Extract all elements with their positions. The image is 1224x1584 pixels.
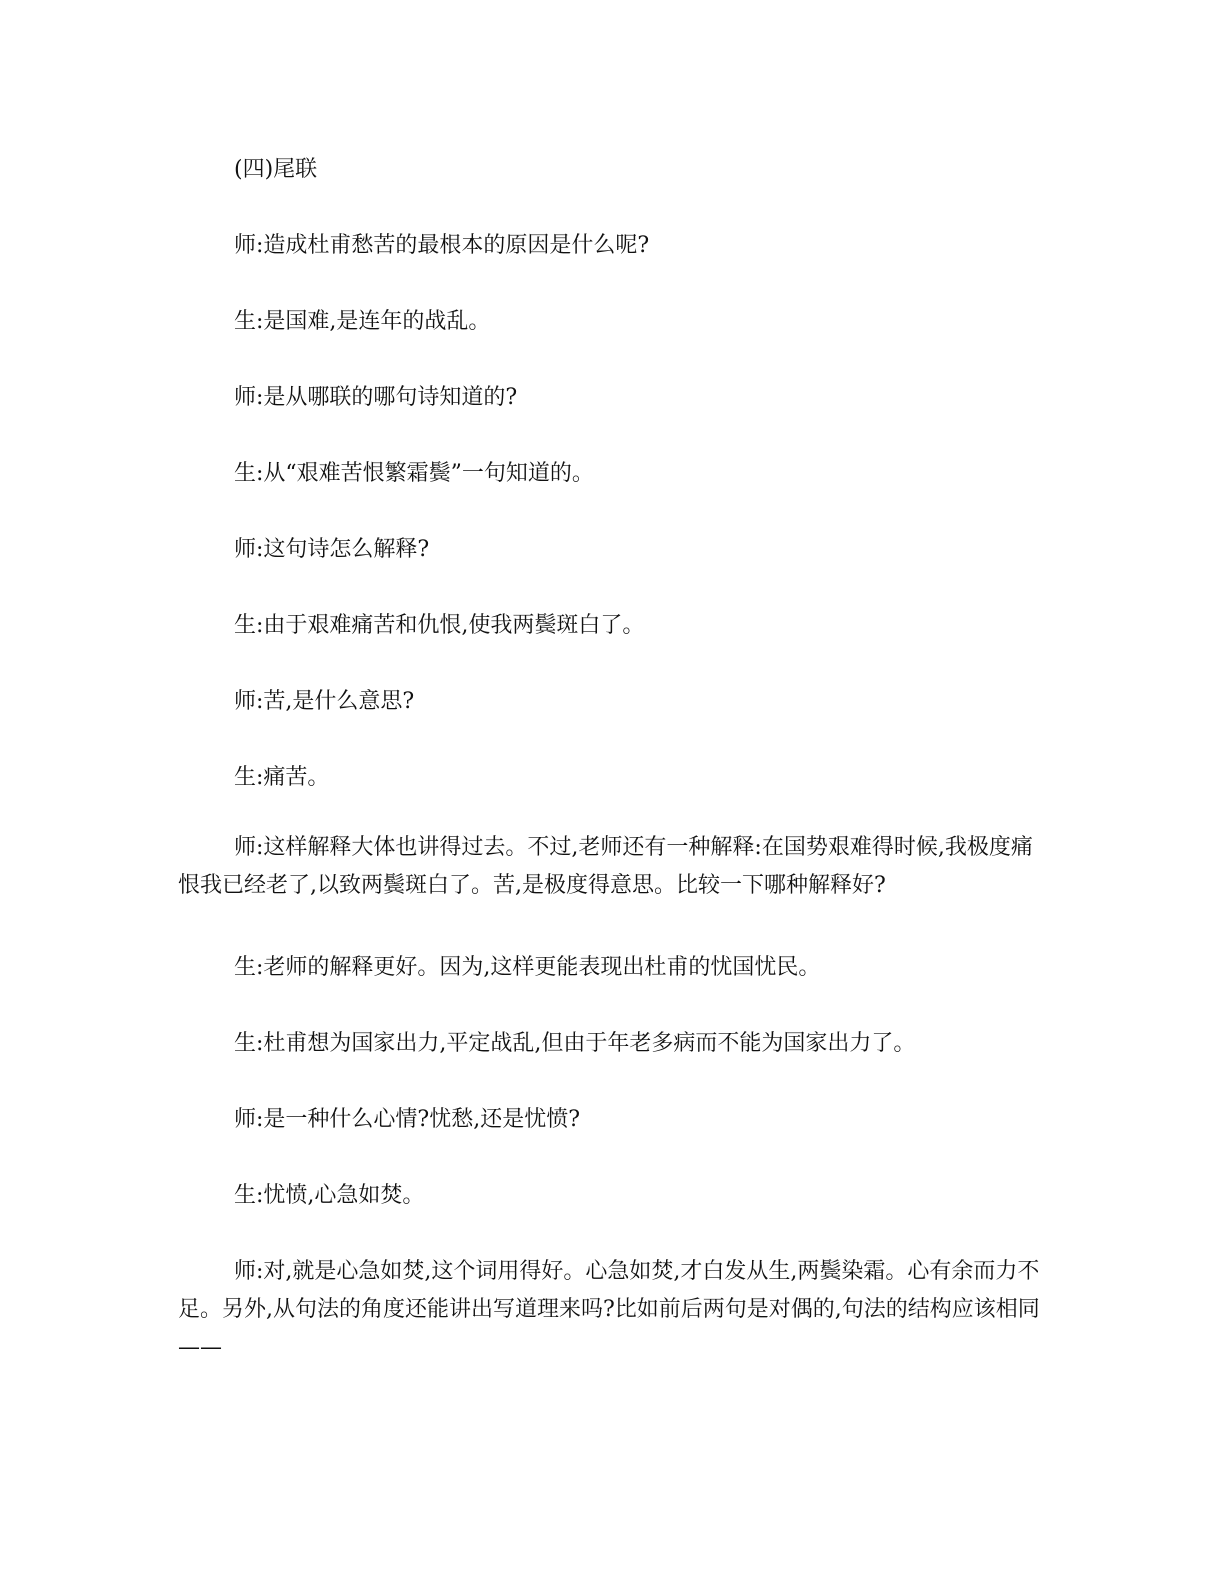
dialogue-paragraph: 师:这样解释大体也讲得过去。不过,老师还有一种解释:在国势艰难得时候,我极度痛恨我已经老了,以致两鬓斑白了。苦,是极度得意思。比较一下哪种解释好? [178,835,1033,898]
dialogue-line: 师:造成杜甫愁苦的最根本的原因是什么呢? [234,233,650,258]
dialogue-line: 师:是一种什么心情?忧愁,还是忧愤? [234,1107,580,1132]
dialogue-paragraph: 师:对,就是心急如焚,这个词用得好。心急如焚,才白发从生,两鬓染霜。心有余而力不足。另外,从句法的角度还能讲出写道理来吗?比如前后两句是对偶的,句法的结构应该相同—— [178,1259,1040,1360]
dialogue-line: 生:从“艰难苦恨繁霜鬓”一句知道的。 [234,461,594,486]
dialogue-line: 生:痛苦。 [234,765,330,790]
dialogue-line: 生:忧愤,心急如焚。 [234,1183,425,1208]
dialogue-line: 生:杜甫想为国家出力,平定战乱,但由于年老多病而不能为国家出力了。 [234,1031,916,1056]
dialogue-line: 师:这句诗怎么解释? [234,537,430,562]
dialogue-line: 生:由于艰难痛苦和仇恨,使我两鬓斑白了。 [234,613,645,638]
dialogue-line: 师:是从哪联的哪句诗知道的? [234,385,518,410]
dialogue-line: 师:苦,是什么意思? [234,689,415,714]
section-heading: (四)尾联 [234,157,318,182]
dialogue-line: 生:老师的解释更好。因为,这样更能表现出杜甫的忧国忧民。 [234,955,821,980]
dialogue-line: 生:是国难,是连年的战乱。 [234,309,491,334]
